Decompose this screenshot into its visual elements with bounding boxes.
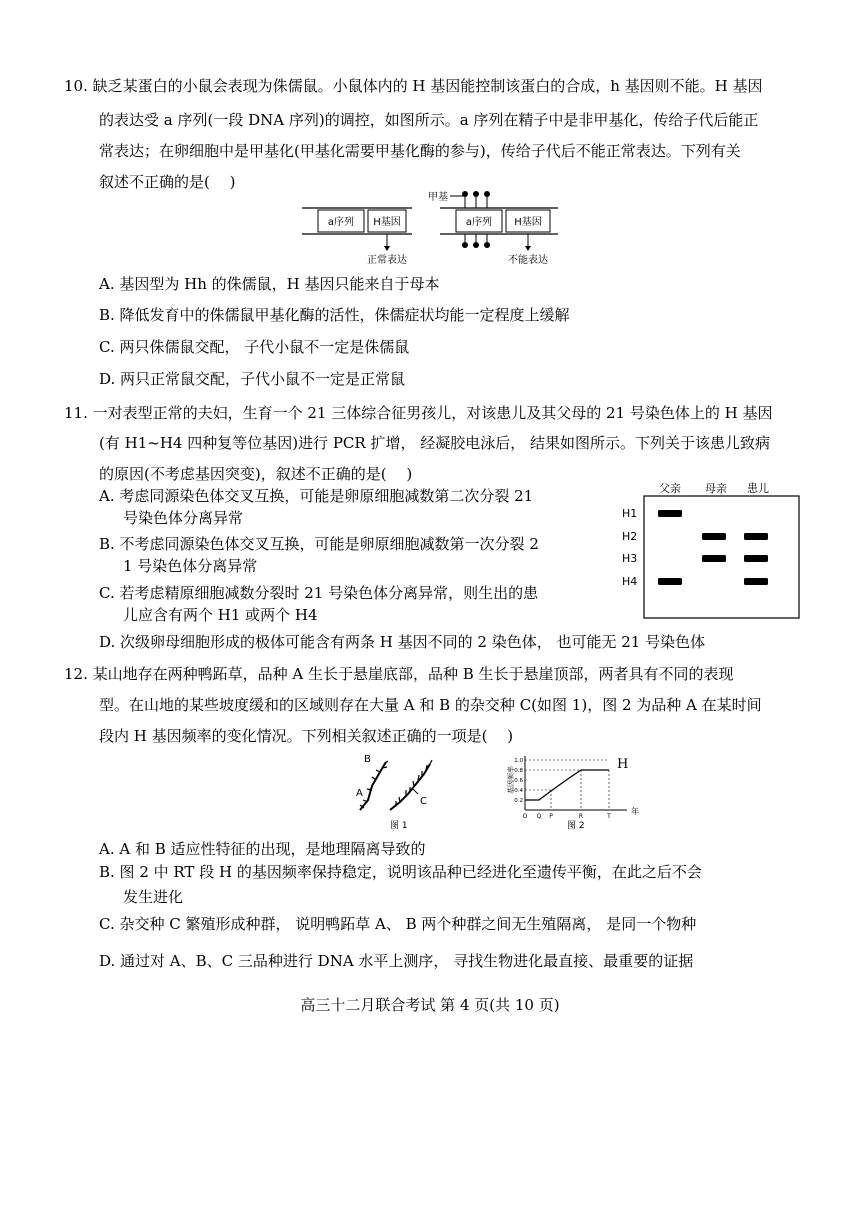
fig2-ylabel: 基因频率 xyxy=(507,766,515,794)
gene-label-left: H基因 xyxy=(373,217,401,228)
fig2-caption: 图 2 xyxy=(567,821,585,831)
figure-2-gene-frequency xyxy=(505,750,645,832)
gel-band-child-h3 xyxy=(744,555,768,562)
fig2-xtick: O xyxy=(522,813,528,820)
q12-stem-line-2: 型。在山地的某些坡度缓和的区域则存在大量 A 和 B 的杂交种 C(如图 1)，图 2 为品种 A 在某时间 xyxy=(99,696,762,714)
q10-stem-line-1: 10. 缺乏某蛋白的小鼠会表现为侏儒鼠。小鼠体内的 H 基因能控制该蛋白的合成，h 基因则不能。H 基因 xyxy=(64,77,763,95)
gel-band-mother-h2 xyxy=(702,533,726,540)
q12-stem-line-3: 段内 H 基因频率的变化情况。下列相关叙述正确的一项是( ) xyxy=(99,727,514,745)
gel-row-h1: H1 xyxy=(622,507,638,520)
gel-row-h3: H3 xyxy=(622,552,638,565)
fig2-xtick: Q xyxy=(536,813,542,820)
q12-option-a: A. A 和 B 适应性特征的出现，是地理隔离导致的 xyxy=(99,840,426,858)
q10-option-a: A. 基因型为 Hh 的侏儒鼠，H 基因只能来自于母本 xyxy=(99,275,440,293)
q12-option-b: B. 图 2 中 RT 段 H 的基因频率保持稳定，说明该品种已经进化至遗传平衡，在此之后不会 xyxy=(99,863,702,881)
fig2-xtick: R xyxy=(578,813,584,820)
gel-band-father-h1 xyxy=(658,510,682,517)
q10-option-c: C. 两只侏儒鼠交配， 子代小鼠不一定是侏儒鼠 xyxy=(99,338,410,356)
fig1-label-c: C xyxy=(420,796,427,807)
q10-option-b: B. 降低发育中的侏儒鼠甲基化酶的活性，侏儒症状均能一定程度上缓解 xyxy=(99,306,570,324)
gel-row-h4: H4 xyxy=(622,575,638,588)
fig1-label-a: A xyxy=(356,788,363,799)
normal-expression-label: 正常表达 xyxy=(367,255,407,266)
fig2-xtick: P xyxy=(549,813,553,820)
methylation-diagram xyxy=(300,188,562,268)
fig2-ytick: 0.4 xyxy=(514,788,523,794)
q11-option-b: B. 不考虑同源染色体交叉互换，可能是卵原细胞减数第一次分裂 2 xyxy=(99,535,539,553)
fig2-ytick: 0.6 xyxy=(514,778,523,784)
fig2-xunit: 年 xyxy=(631,807,639,816)
gel-band-child-h2 xyxy=(744,533,768,540)
q11-option-c-cont: 儿应含有两个 H1 或两个 H4 xyxy=(123,606,318,624)
fig2-series-label: H xyxy=(617,757,629,772)
q12-stem-line-1: 12. 某山地存在两种鸭跖草，品种 A 生长于悬崖底部，品种 B 生长于悬崖顶部，两者具有不同的表现 xyxy=(64,665,734,683)
q10-option-d: D. 两只正常鼠交配，子代小鼠不一定是正常鼠 xyxy=(99,370,406,388)
gel-band-child-h4 xyxy=(744,578,768,585)
q11-stem-line-1: 11. 一对表型正常的夫妇，生育一个 21 三体综合征男孩儿，对该患儿及其父母的 21 号染色体上的 H 基因 xyxy=(64,404,773,422)
seq-label-right: a序列 xyxy=(465,217,493,228)
q11-stem-line-3: 的原因(不考虑基因突变)，叙述不正确的是( ) xyxy=(99,465,413,483)
electrophoresis-gel xyxy=(620,480,804,622)
q11-option-d: D. 次级卵母细胞形成的极体可能含有两条 H 基因不同的 2 染色体， 也可能无 21 号染色体 xyxy=(99,633,706,651)
methyl-groups-bottom xyxy=(462,234,490,248)
q10-stem-line-4: 叙述不正确的是( ) xyxy=(99,173,236,191)
q12-option-c: C. 杂交种 C 繁殖形成种群， 说明鸭跖草 A、 B 两个种群之间无生殖隔离， 是同一个物种 xyxy=(99,915,697,933)
gel-band-mother-h3 xyxy=(702,555,726,562)
q11-option-c: C. 若考虑精原细胞减数分裂时 21 号染色体分离异常，则生出的患 xyxy=(99,584,539,602)
gel-row-h2: H2 xyxy=(622,530,638,543)
q10-stem-line-3: 常表达；在卵细胞中是甲基化(甲基化需要甲基化酶的参与)，传给子代后不能正常表达。下列有关 xyxy=(99,142,741,160)
q12-option-d: D. 通过对 A、B、C 三品种进行 DNA 水平上测序， 寻找生物进化最直接、最重要的证据 xyxy=(99,952,694,970)
fig2-xtick: T xyxy=(607,813,611,820)
figure-1-cliff xyxy=(350,750,460,832)
q12-option-b-cont: 发生进化 xyxy=(123,888,184,906)
seq-label-left: a序列 xyxy=(327,217,355,228)
fig2-ytick: 0.8 xyxy=(514,768,523,774)
page-footer: 高三十二月联合考试 第 4 页(共 10 页) xyxy=(300,996,560,1014)
fig1-label-b: B xyxy=(364,754,371,765)
fig1-caption: 图 1 xyxy=(390,821,408,831)
gel-col-mother: 母亲 xyxy=(705,482,727,495)
q11-option-b-cont: 1 号染色体分离异常 xyxy=(123,557,258,575)
q11-stem-line-2: (有 H1~H4 四种复等位基因)进行 PCR 扩增， 经凝胶电泳后， 结果如图所示。下列关于该患儿致病 xyxy=(99,434,770,452)
methyl-groups-top xyxy=(462,191,490,208)
no-expression-label: 不能表达 xyxy=(508,255,548,266)
fig2-ytick: 0.2 xyxy=(514,798,523,804)
fig2-ytick: 1.0 xyxy=(514,758,523,764)
gel-band-father-h4 xyxy=(658,578,682,585)
q11-option-a-cont: 号染色体分离异常 xyxy=(123,509,244,527)
q11-option-a: A. 考虑同源染色体交叉互换，可能是卵原细胞减数第二次分裂 21 xyxy=(99,487,534,505)
gel-col-child: 患儿 xyxy=(747,482,769,495)
q10-stem-line-2: 的表达受 a 序列(一段 DNA 序列)的调控，如图所示。a 序列在精子中是非甲基化，传给子代后能正 xyxy=(99,111,759,129)
gene-label-right: H基因 xyxy=(514,217,542,228)
gel-col-father: 父亲 xyxy=(659,482,681,495)
methyl-label: 甲基 xyxy=(428,192,448,203)
